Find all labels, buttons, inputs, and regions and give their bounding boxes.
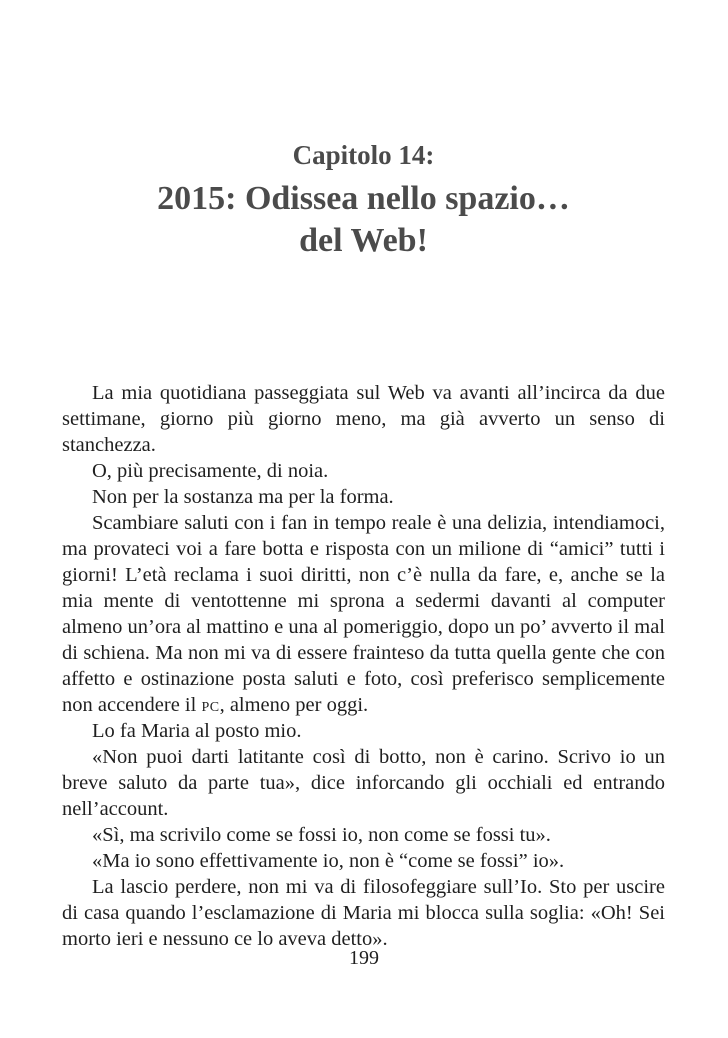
chapter-title-line-1: 2015: Odissea nello spazio… xyxy=(157,180,570,217)
paragraph: «Non puoi darti latitante così di botto, non è carino. Scrivo io un breve saluto da parte tua», dice inforcando gli occhiali ed entrando nell’account. xyxy=(62,746,665,820)
paragraph: O, più precisamente, di noia. xyxy=(92,460,329,482)
paragraph: La mia quotidiana passeggiata sul Web va avanti all’incirca da due settimane, giorno più giorno meno, ma già avverto un senso di stanchezza. xyxy=(62,382,665,456)
chapter-title xyxy=(62,178,665,262)
paragraph-text: , almeno per oggi. xyxy=(219,694,369,716)
page-number: 199 xyxy=(349,947,379,969)
paragraph: Non per la sostanza ma per la forma. xyxy=(92,486,394,508)
chapter-heading xyxy=(62,138,665,262)
pc-smallcaps-text: pc xyxy=(201,694,220,716)
paragraph xyxy=(62,510,665,718)
paragraph: La lascio perdere, non mi va di filosofeggiare sull’Io. Sto per uscire di casa quando l’esclamazione di Maria mi blocca sulla soglia: «Oh! Sei morto ieri e nessuno ce lo aveva detto». xyxy=(62,876,665,950)
paragraph: «Sì, ma scrivilo come se fossi io, non come se fossi tu». xyxy=(92,824,551,846)
paragraph: Lo fa Maria al posto mio. xyxy=(92,720,302,742)
paragraph: «Ma io sono effettivamente io, non è “come se fossi” io». xyxy=(92,850,565,872)
chapter-body xyxy=(62,380,665,952)
chapter-number: Capitolo 14: xyxy=(292,140,435,170)
chapter-title-line-2: del Web! xyxy=(299,222,428,259)
paragraph-text: Scambiare saluti con i fan in tempo reale è una delizia, intendiamoci, ma provateci voi a fare botta e risposta con un milione di “amici” tutti i giorni! L’età reclama i suoi diritti, non c’è nulla da fare, e, anche se la mia mente di ventottenne mi sprona a sedermi davanti al computer almeno un’ora al mattino e una al pomeriggio, dopo un po’ avverto il mal di schiena. Ma non mi va di essere frainteso da tutta quella gente che con affetto e ostinazione posta saluti e foto, così preferisco semplicemente non accendere il xyxy=(62,512,665,716)
